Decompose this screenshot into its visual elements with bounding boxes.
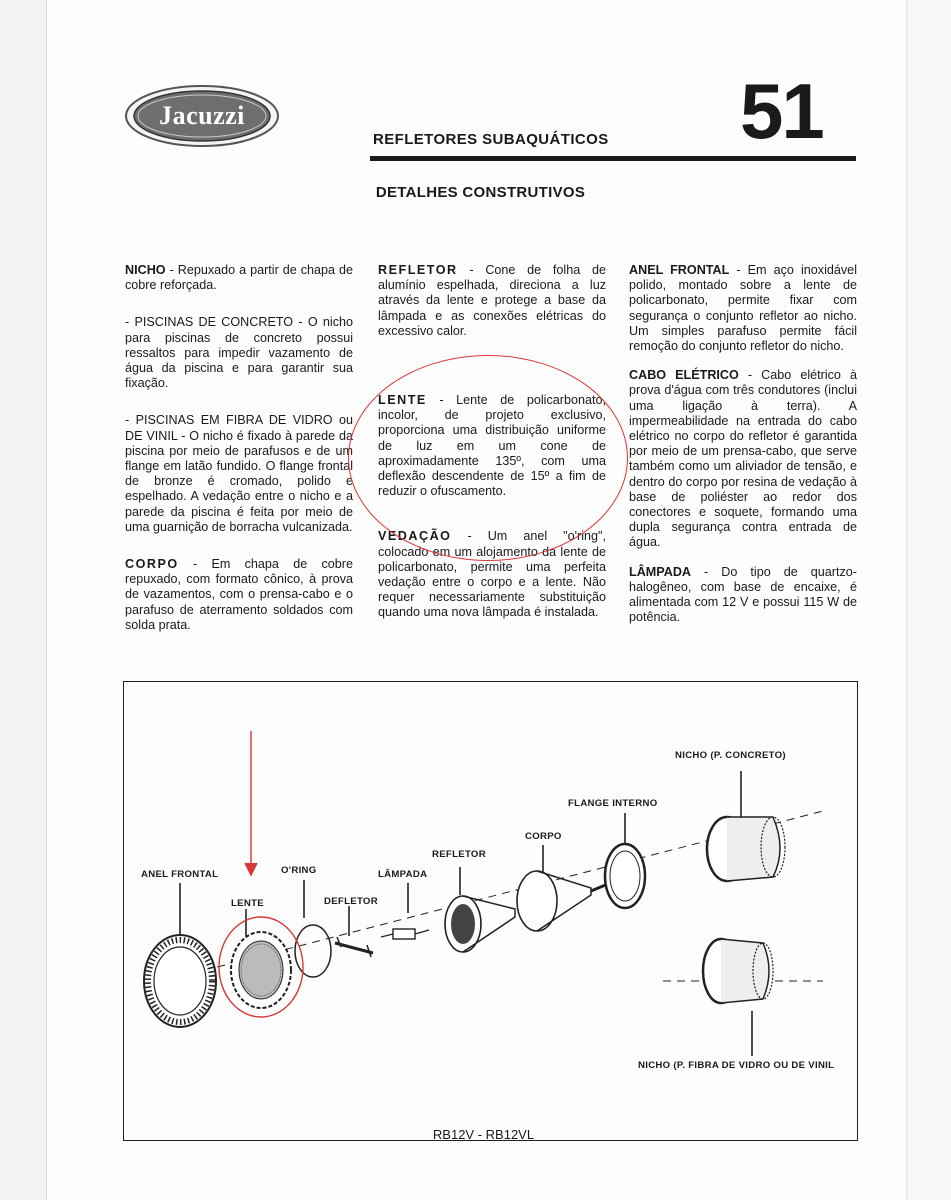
label-flange-interno: FLANGE INTERNO — [568, 798, 658, 809]
refletor-part — [445, 896, 515, 952]
paragraph-refletor: REFLETOR - Cone de folha de alumínio espelhada, direciona a luz através da lente e protege a base da lâmpada e as conexões elétricas do excessivo calor. — [378, 263, 606, 338]
page-number: 51 — [740, 67, 823, 155]
label-lampada: LÂMPADA — [378, 869, 428, 880]
label-nicho-concreto: NICHO (P. CONCRETO) — [675, 750, 786, 761]
model-code: RB12V - RB12VL — [432, 1127, 535, 1142]
label-corpo: CORPO — [525, 831, 562, 842]
paragraph-piscinas-fibra: - PISCINAS EM FIBRA DE VIDRO ou DE VINIL - O nicho é fixado à parede da piscina por meio de parafusos e de um flange em latão fundido. O flange frontal de bronze é cromado, polido e espelhado. A vedação entre o nicho e a parede da piscina é feita por meio de uma guarnição de borracha vulcanizada. — [125, 413, 353, 534]
right-page-edge — [906, 0, 951, 1200]
jacuzzi-logo — [124, 84, 280, 148]
column-3 — [629, 263, 857, 639]
label-lente: LENTE — [231, 898, 264, 909]
paragraph-lampada: LÂMPADA - Do tipo de quartzo-halogêneo, com base de encaixe, é alimentada com 12 V e possui 115 W de potência. — [629, 564, 857, 625]
label-nicho-fibra: NICHO (P. FIBRA DE VIDRO OU DE VINIL — [638, 1060, 835, 1071]
paragraph-lente: LENTE - Lente de policarbonato, incolor, de projeto exclusivo, proporciona uma distribuição uniforme de luz em um cone de aproximadamente 135º, com uma deflexão descendente de 15º a fim de reduzir o ofuscamento. — [378, 393, 606, 499]
section-heading: DETALHES CONSTRUTIVOS — [375, 184, 586, 201]
logo-text: Jacuzzi — [159, 101, 245, 130]
nicho-concreto-part — [707, 817, 785, 881]
paragraph-anel-frontal: ANEL FRONTAL - Em aço inoxidável polido, montado sobre a lente de policarbonato, permite fixar com segurança o conjunto refletor ao nicho. Um simples parafuso permite fácil remoção do conjunto refletor do nicho. — [629, 263, 857, 354]
label-defletor: DEFLETOR — [324, 896, 378, 907]
anel-frontal-part — [144, 935, 216, 1027]
lampada-part — [381, 929, 429, 939]
paragraph-corpo: CORPO - Em chapa de cobre repuxado, com formato cônico, à prova de vazamentos, com o prensa-cabo e o parafuso de aterramento soldados com solda prata. — [125, 557, 353, 632]
column-1 — [125, 263, 353, 647]
label-anel-frontal: ANEL FRONTAL — [141, 869, 219, 880]
paragraph-cabo-eletrico: CABO ELÉTRICO - Cabo elétrico à prova d'água com três condutores (inclui uma ligação à terra). A impermeabilidade na entrada do cabo elétrico no corpo do refletor é garantida por meio de um prensa-cabo, que serve também como um aliviador de tensão, e dentro do corpo por resina de vedação à base de poliéster ao redor dos conectores e soquete, formando uma dupla segurança contra entrada de água. — [629, 368, 858, 550]
paragraph-piscinas-concreto: - PISCINAS DE CONCRETO - O nicho para piscinas de concreto possui ressaltos para impedir vazamento de água da piscina e para garantir sua fixação. — [125, 315, 353, 391]
left-page-edge — [0, 0, 47, 1200]
label-refletor: REFLETOR — [432, 849, 486, 860]
header-rule — [370, 156, 856, 161]
label-oring: O'RING — [281, 865, 317, 876]
nicho-fibra-part — [703, 939, 773, 1003]
lente-highlight-ellipse — [348, 355, 628, 561]
paragraph-vedacao: VEDAÇÃO - Um anel "o'ring", colocado em um alojamento da lente de policarbonato, permite uma perfeita vedação entre o corpo e a lente. Não requer necessariamente substituição quando uma nova lâmpada é instalada. — [378, 529, 606, 620]
paragraph-nicho: NICHO - Repuxado a partir de chapa de cobre reforçada. — [125, 263, 353, 293]
lente-part — [231, 932, 291, 1008]
defletor-part — [335, 937, 373, 957]
corpo-part — [517, 871, 615, 931]
page-title: REFLETORES SUBAQUÁTICOS — [373, 131, 609, 148]
flange-interno-part — [605, 844, 645, 908]
